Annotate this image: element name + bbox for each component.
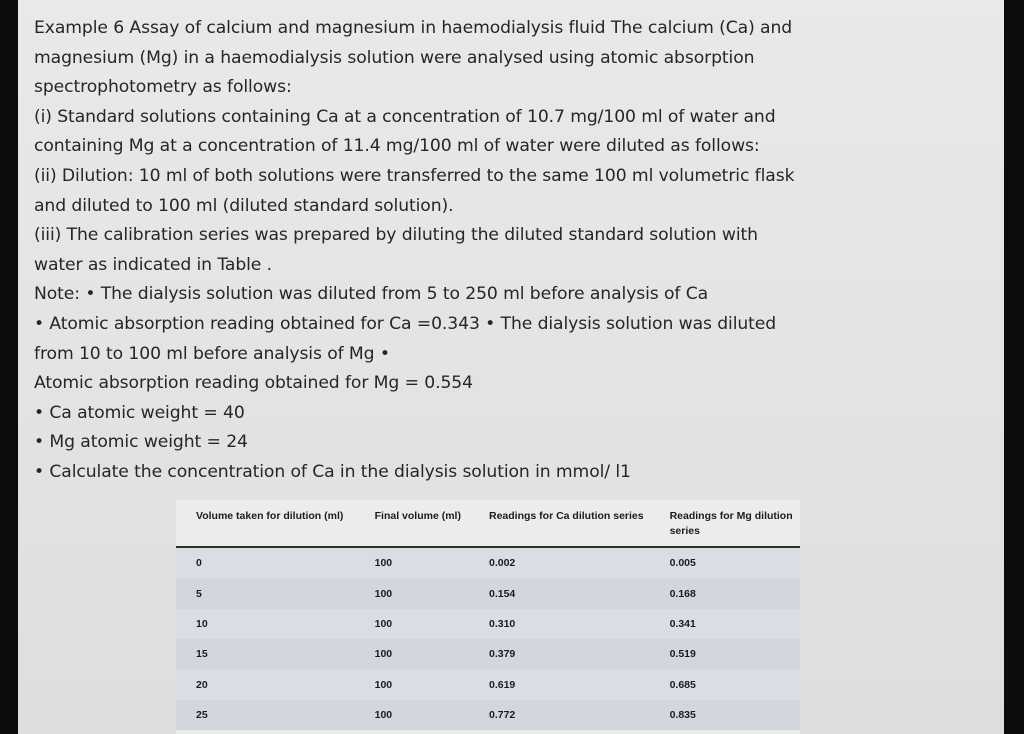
cell-mg-reading: 0.835 xyxy=(669,709,696,722)
cell-final-volume: 100 xyxy=(374,617,393,630)
text-line-note: Note: • The dialysis solution was diluted from 5 to 250 ml before analysis of Ca xyxy=(34,284,709,305)
calibration-table-container xyxy=(176,500,800,734)
cell-ca-reading: 0.154 xyxy=(488,587,516,600)
problem-text xyxy=(34,14,994,488)
column-header-mg-readings: Readings for Mg dilution series xyxy=(670,500,800,547)
cell-volume-taken: 25 xyxy=(196,709,208,722)
cell-ca-reading: 0.002 xyxy=(488,557,516,570)
cell-mg-reading: 0.685 xyxy=(669,678,696,691)
table-row xyxy=(176,547,800,578)
cell-final-volume: 100 xyxy=(374,678,393,691)
text-line: magnesium (Mg) in a haemodialysis solution were analysed using atomic absorption xyxy=(34,47,755,68)
cell-mg-reading: 0.341 xyxy=(669,617,696,630)
cell-ca-reading: 0.310 xyxy=(488,617,516,630)
cell-ca-reading: 0.379 xyxy=(488,648,516,661)
cell-ca-reading: 0.619 xyxy=(488,678,516,691)
text-line: Atomic absorption reading obtained for Mg = 0.554 xyxy=(34,373,473,394)
cell-mg-reading: 0.168 xyxy=(669,587,696,600)
text-line-ca-weight: • Ca atomic weight = 40 xyxy=(34,402,245,423)
cell-ca-reading: 0.772 xyxy=(488,709,516,722)
cell-volume-taken: 15 xyxy=(196,648,208,661)
document-page xyxy=(18,0,1004,734)
table-row xyxy=(176,639,800,669)
table-body xyxy=(176,547,800,730)
cell-final-volume: 100 xyxy=(374,587,393,600)
text-line-step-3: (iii) The calibration series was prepared by diluting the diluted standard solution with xyxy=(34,225,758,246)
text-line: spectrophotometry as follows: xyxy=(34,77,292,98)
text-line-mg-weight: • Mg atomic weight = 24 xyxy=(34,432,248,453)
text-line-question: • Calculate the concentration of Ca in the dialysis solution in mmol/ l1 xyxy=(34,461,631,482)
text-line-title: Example 6 Assay of calcium and magnesium in haemodialysis fluid The calcium (Ca) and xyxy=(34,18,793,38)
calibration-table xyxy=(176,500,800,730)
table-row xyxy=(176,578,800,608)
text-line-step-2: (ii) Dilution: 10 ml of both solutions were transferred to the same 100 ml volumetric flask xyxy=(34,165,795,186)
column-header-ca-readings: Readings for Ca dilution series xyxy=(489,500,670,547)
cell-volume-taken: 0 xyxy=(196,557,202,570)
column-header-final-volume: Final volume (ml) xyxy=(375,500,489,547)
cell-mg-reading: 0.005 xyxy=(669,557,696,570)
text-line: and diluted to 100 ml (diluted standard solution). xyxy=(34,195,454,216)
text-line: water as indicated in Table . xyxy=(34,254,273,275)
cell-final-volume: 100 xyxy=(374,648,393,661)
table-row xyxy=(176,609,800,639)
cell-volume-taken: 5 xyxy=(196,587,202,600)
cell-final-volume: 100 xyxy=(374,709,393,722)
table-row xyxy=(176,700,800,730)
text-line: containing Mg at a concentration of 11.4 mg/100 ml of water were diluted as follows: xyxy=(34,136,760,157)
cell-final-volume: 100 xyxy=(374,557,393,570)
cell-volume-taken: 10 xyxy=(196,617,208,630)
text-line: from 10 to 100 ml before analysis of Mg • xyxy=(34,343,390,364)
table-row xyxy=(176,670,800,700)
text-line: • Atomic absorption reading obtained for Ca =0.343 • The dialysis solution was diluted xyxy=(34,313,777,334)
text-line-step-1: (i) Standard solutions containing Ca at a concentration of 10.7 mg/100 ml of water and xyxy=(34,106,776,127)
cell-volume-taken: 20 xyxy=(196,678,208,691)
table-header xyxy=(176,500,800,547)
cell-mg-reading: 0.519 xyxy=(669,648,696,661)
column-header-volume-taken: Volume taken for dilution (ml) xyxy=(176,500,375,547)
